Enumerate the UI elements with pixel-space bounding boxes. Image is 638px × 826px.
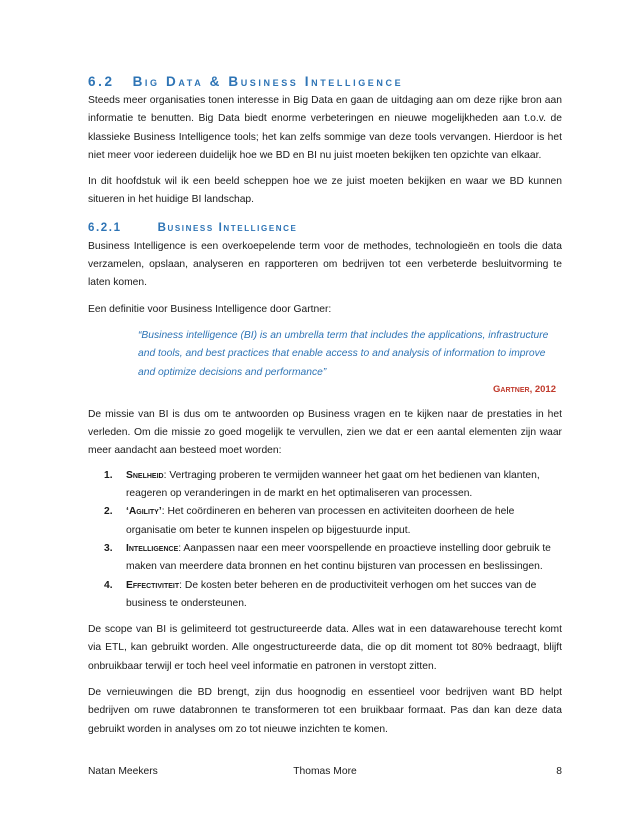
subsection-heading bbox=[88, 218, 562, 238]
list-item-text: Aanpassen naar een meer voorspellende en proactieve instelling door gebruik te maken van meerdere data bronnen en het continu bijsturen van processen en beslissingen. bbox=[126, 542, 551, 573]
footer-author: Natan Meekers bbox=[88, 766, 158, 777]
quote-citation bbox=[88, 382, 556, 398]
subsection-number: 6.2.1 bbox=[88, 221, 122, 234]
citation-source: Gartner bbox=[493, 383, 530, 395]
list-item-separator: : bbox=[163, 469, 170, 481]
definition-paragraph: Business Intelligence is een overkoepelende term voor de methodes, technologieën en tools die data verzamelen, opslaan, analyseren en rapporteren om bedrijven tot een verbeterde besluitvorming te laten komen. bbox=[88, 240, 562, 289]
list-item-term: Snelheid bbox=[126, 469, 164, 481]
list-item-separator: : bbox=[178, 542, 184, 554]
gartner-intro-paragraph: Een definitie voor Business Intelligence door Gartner: bbox=[88, 303, 332, 315]
list-item-number: 1. bbox=[104, 469, 113, 481]
elements-list bbox=[104, 467, 562, 613]
section-heading bbox=[88, 72, 562, 92]
subsection-title: Business Intelligence bbox=[157, 221, 298, 234]
list-item-number: 4. bbox=[104, 579, 113, 591]
mission-paragraph: De missie van BI is dus om te antwoorden op Business vragen en te kijken naar de prestaties in het verleden. Om die missie zo goed mogelijk te vervullen, zien we dat er een aantal elementen zijn waar meer aandacht aan besteed moet worden: bbox=[88, 408, 562, 457]
page-footer bbox=[88, 764, 562, 780]
scope-paragraph: De scope van BI is gelimiteerd tot gestructureerde data. Alles wat in een datawarehouse terecht komt via ETL, kan gebruikt worden. Alle ongestructureerde data, die op dit moment tot 80% bedraagt, blijft onbruikbaar terwijl er toch heel veel informatie en patronen in verstopt zitten. bbox=[88, 624, 562, 672]
list-item-separator: : bbox=[161, 506, 168, 518]
list-item-text: De kosten beter beheren en de productiviteit verhogen om het succes van de business te ondersteunen. bbox=[126, 579, 537, 609]
list-item-number: 2. bbox=[104, 506, 113, 518]
page-number: 8 bbox=[556, 766, 562, 777]
list-item bbox=[104, 577, 562, 614]
list-item-term: Effectiviteit bbox=[126, 579, 180, 591]
section-title: Big Data & Business Intelligence bbox=[132, 74, 404, 89]
list-item-separator: : bbox=[179, 579, 185, 591]
intro-paragraph-2: In dit hoofdstuk wil ik een beeld scheppen hoe we ze juist moeten bekijken en waar we BD kunnen situeren in het huidige BI landschap. bbox=[88, 176, 562, 206]
list-item-text: Vertraging proberen te vermijden wanneer het gaat om het bedienen van klanten, reageren op veranderingen in de markt en het optimaliseren van processen. bbox=[126, 469, 540, 500]
list-item-term: ‘Agility’ bbox=[126, 506, 162, 518]
gartner-quote: “Business intelligence (BI) is an umbrella term that includes the applications, infrastructure and tools, and best practices that enable access to and analysis of information to improve and optimize decisions and performance” bbox=[138, 329, 549, 378]
list-item bbox=[104, 503, 562, 540]
list-item bbox=[104, 467, 562, 504]
footer-institution: Thomas More bbox=[293, 766, 357, 777]
list-item bbox=[104, 540, 562, 577]
innovation-paragraph: De vernieuwingen die BD brengt, zijn dus hoognodig en essentieel voor bedrijven want BD helpt bedrijven om ruwe databronnen te transformeren tot een bruikbaar formaat. Pas dan kan deze data gebruikt worden in analyses om zo tot nieuwe inzichten te komen. bbox=[88, 687, 562, 735]
section-number: 6.2 bbox=[88, 74, 115, 89]
list-item-text: Het coördineren en beheren van processen en activiteiten doorheen de hele organisatie om beter te kunnen inspelen op bijgestuurde input. bbox=[126, 506, 515, 536]
citation-year: , 2012 bbox=[529, 383, 556, 395]
intro-paragraph-1: Steeds meer organisaties tonen interesse in Big Data en gaan de uitdaging aan om deze rijke bron aan informatie te benutten. Big Data biedt enorme verbeteringen en nieuwe mogelijkheden aan t.o.v. de klassieke Business Intelligence tools; het kan zelfs sommige van deze tools vervangen. Hierdoor is het niet meer voor iedereen duidelijk hoe we BD en BI nu juist moeten bekijken ten opzichte van elkaar. bbox=[88, 95, 562, 161]
list-item-number: 3. bbox=[104, 542, 113, 554]
list-item-term: Intelligence bbox=[126, 542, 179, 554]
document-page bbox=[88, 72, 562, 739]
